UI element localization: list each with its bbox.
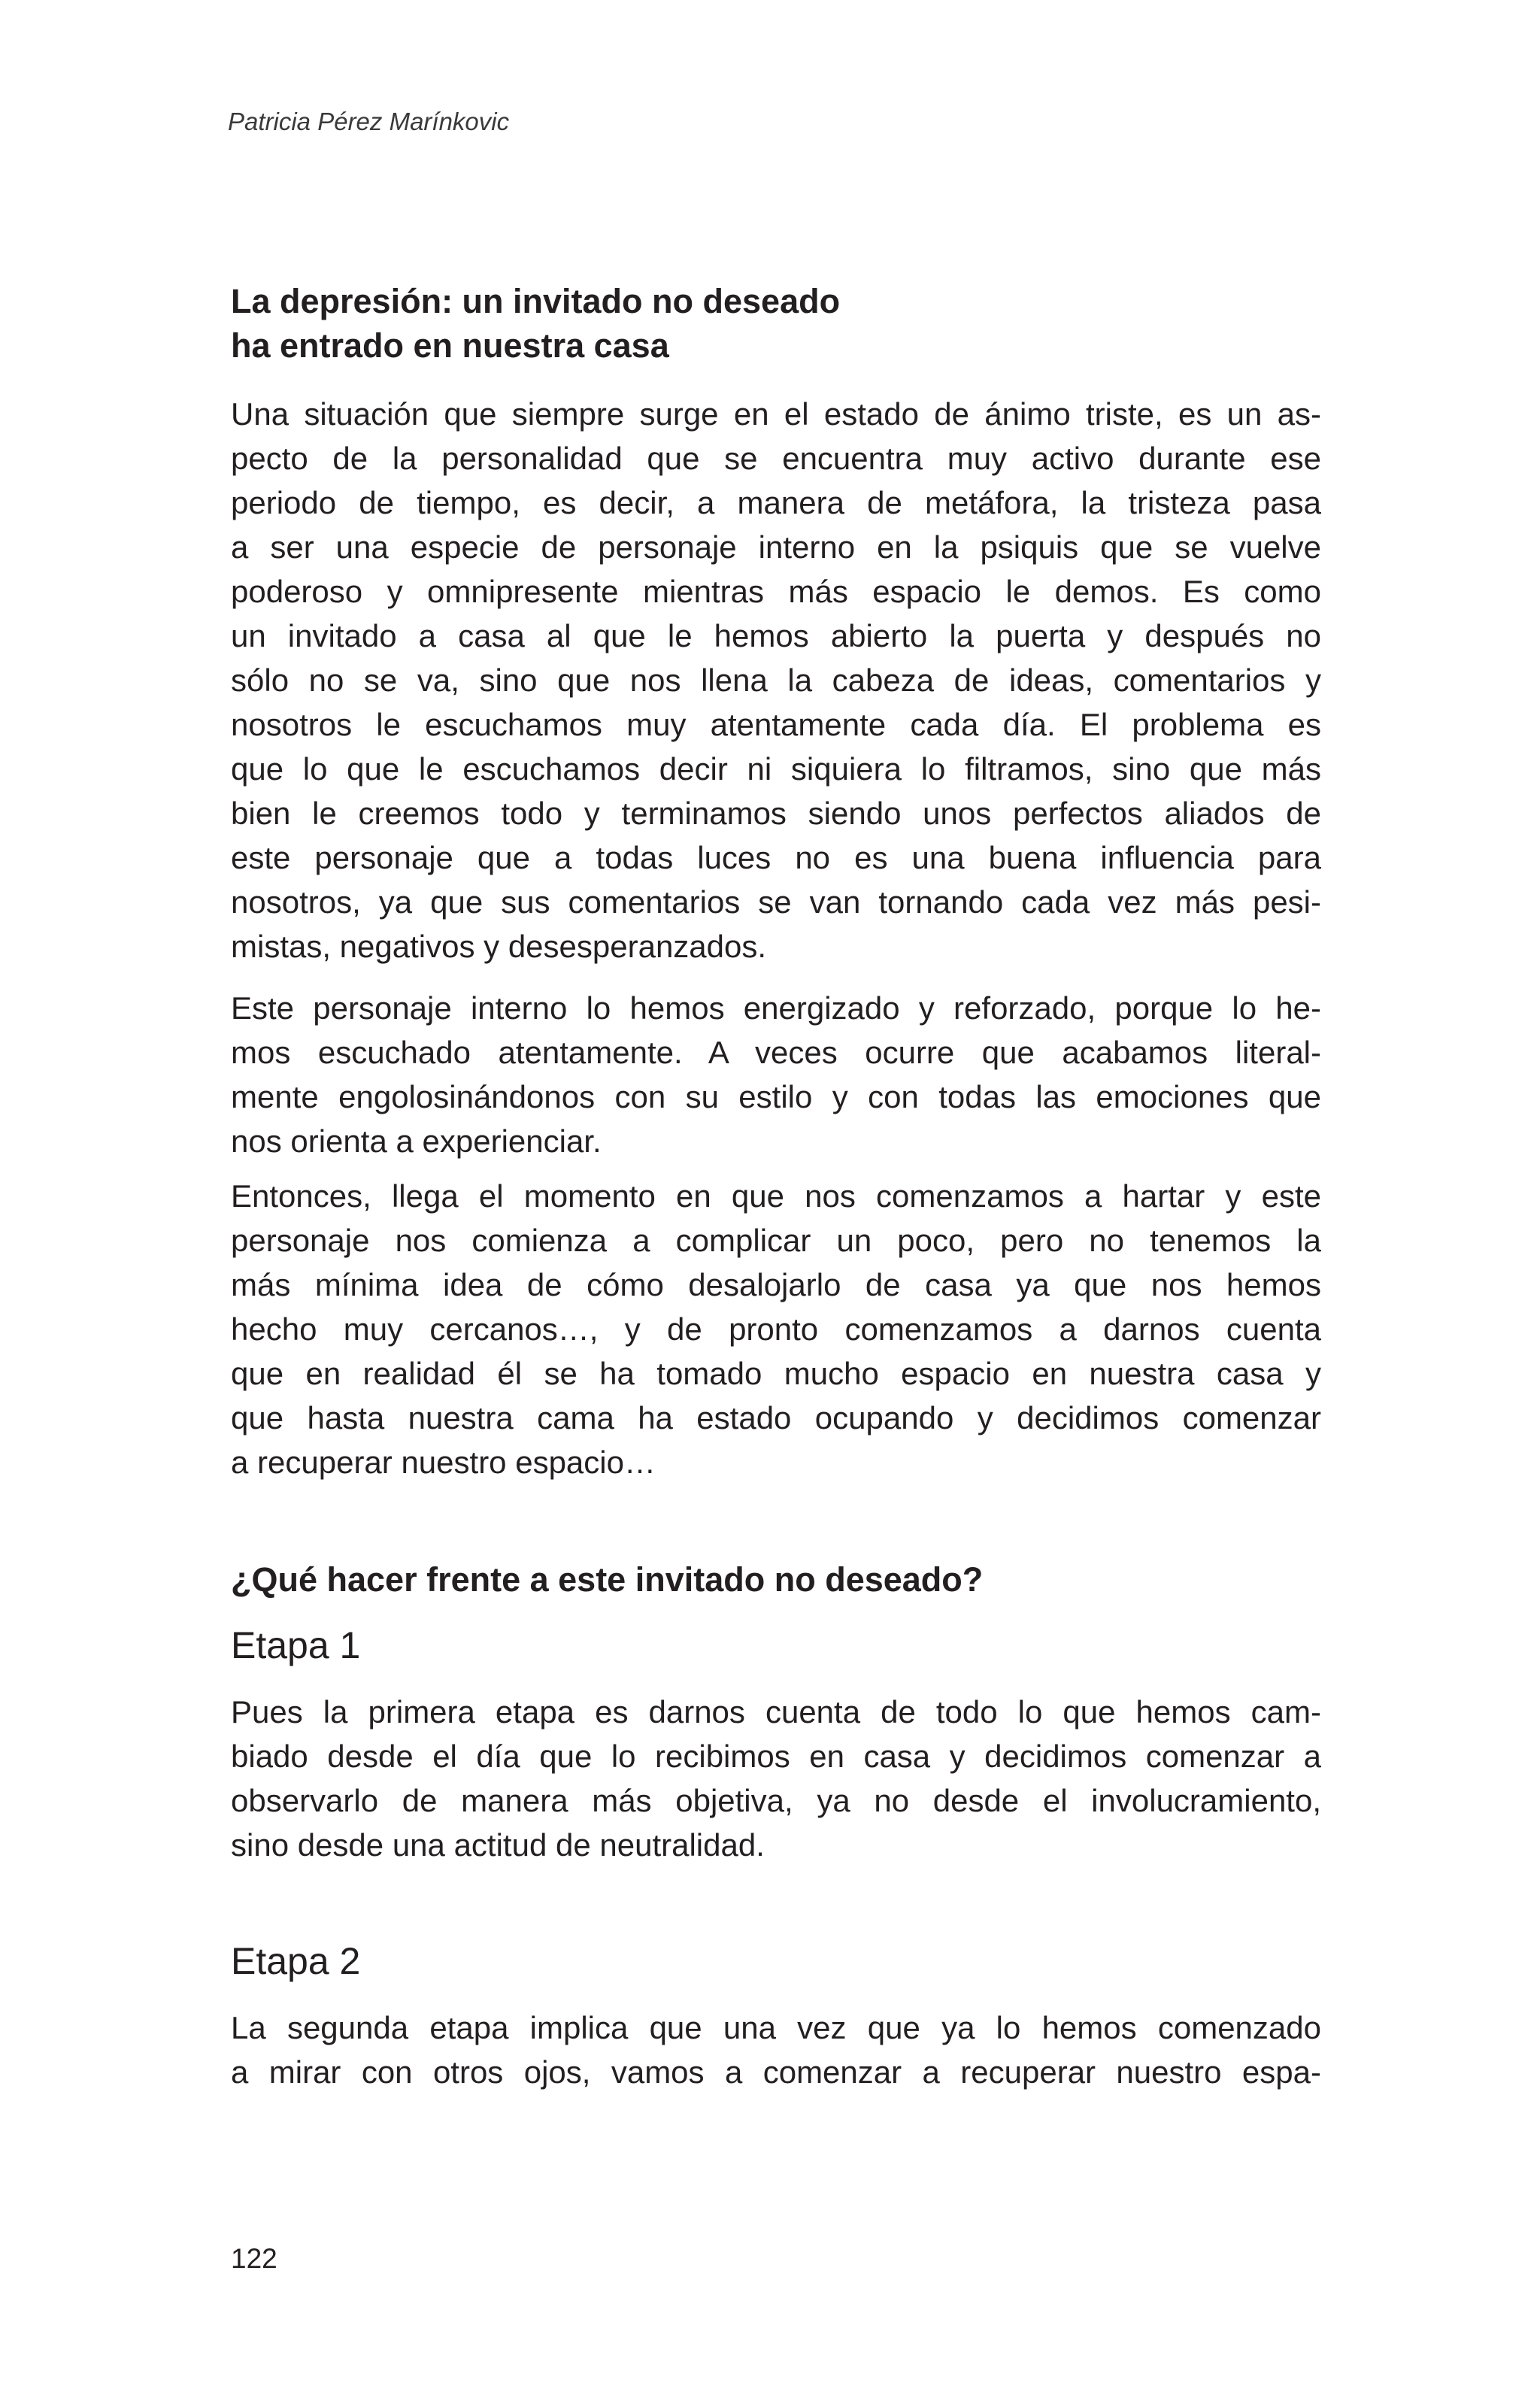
- text-line: un invitado a casa al que le hemos abierto la puerta y después no: [231, 618, 1321, 653]
- text-line: Entonces, llega el momento en que nos comenzamos a hartar y este: [231, 1178, 1321, 1214]
- text-line: a recuperar nuestro espacio…: [231, 1445, 656, 1480]
- text-line: personaje nos comienza a complicar un poco, pero no tenemos la: [231, 1223, 1321, 1258]
- text-line: observarlo de manera más objetiva, ya no desde el involucramiento,: [231, 1783, 1321, 1818]
- section-heading: ¿Qué hacer frente a este invitado no deseado?: [231, 1560, 984, 1599]
- text-line: este personaje que a todas luces no es una buena influencia para: [231, 840, 1321, 875]
- text-line: hecho muy cercanos…, y de pronto comenzamos a darnos cuenta: [231, 1311, 1321, 1347]
- running-head-author: Patricia Pérez Marínkovic: [228, 108, 510, 135]
- stage-title: Etapa 1: [231, 1624, 361, 1666]
- article-title: [231, 279, 1321, 368]
- text-line: que en realidad él se ha tomado mucho espacio en nuestra casa y: [231, 1356, 1321, 1391]
- text-line: Pues la primera etapa es darnos cuenta de todo lo que hemos cam-: [231, 1694, 1321, 1730]
- article-title-line: ha entrado en nuestra casa: [231, 326, 669, 365]
- page-number: 122: [231, 2243, 277, 2274]
- text-line: a mirar con otros ojos, vamos a comenzar a recuperar nuestro espa-: [231, 2054, 1321, 2090]
- paragraph: [231, 392, 1321, 969]
- text-line: nos orienta a experienciar.: [231, 1123, 602, 1159]
- paragraph: [231, 986, 1321, 1163]
- text-line: más mínima idea de cómo desalojarlo de casa ya que nos hemos: [231, 1267, 1321, 1302]
- text-line: mente engolosinándonos con su estilo y con todas las emociones que: [231, 1079, 1321, 1114]
- text-line: Una situación que siempre surge en el estado de ánimo triste, es un as-: [231, 396, 1321, 432]
- text-line: mistas, negativos y desesperanzados.: [231, 929, 767, 964]
- article-title-line: La depresión: un invitado no deseado: [231, 282, 841, 320]
- text-line: que hasta nuestra cama ha estado ocupando y decidimos comenzar: [231, 1400, 1321, 1435]
- paragraph: [231, 1174, 1321, 1484]
- text-line: poderoso y omnipresente mientras más espacio le demos. Es como: [231, 574, 1321, 609]
- text-line: Este personaje interno lo hemos energizado y reforzado, porque lo he-: [231, 990, 1321, 1026]
- text-line: sólo no se va, sino que nos llena la cabeza de ideas, comentarios y: [231, 662, 1321, 698]
- paragraph: [231, 1690, 1321, 1867]
- text-line: nosotros, ya que sus comentarios se van tornando cada vez más pesi-: [231, 884, 1321, 920]
- text-line: La segunda etapa implica que una vez que ya lo hemos comenzado: [231, 2010, 1321, 2045]
- text-line: mos escuchado atentamente. A veces ocurre que acabamos literal-: [231, 1035, 1321, 1070]
- text-line: periodo de tiempo, es decir, a manera de metáfora, la tristeza pasa: [231, 485, 1321, 520]
- text-line: nosotros le escuchamos muy atentamente cada día. El problema es: [231, 707, 1321, 742]
- text-line: que lo que le escuchamos decir ni siquiera lo filtramos, sino que más: [231, 751, 1321, 787]
- text-line: sino desde una actitud de neutralidad.: [231, 1827, 765, 1863]
- text-line: bien le creemos todo y terminamos siendo unos perfectos aliados de: [231, 796, 1321, 831]
- text-line: pecto de la personalidad que se encuentra muy activo durante ese: [231, 441, 1321, 476]
- text-line: biado desde el día que lo recibimos en casa y decidimos comenzar a: [231, 1739, 1321, 1774]
- stage-title: Etapa 2: [231, 1940, 361, 1982]
- paragraph: [231, 2005, 1321, 2094]
- text-line: a ser una especie de personaje interno en la psiquis que se vuelve: [231, 529, 1321, 565]
